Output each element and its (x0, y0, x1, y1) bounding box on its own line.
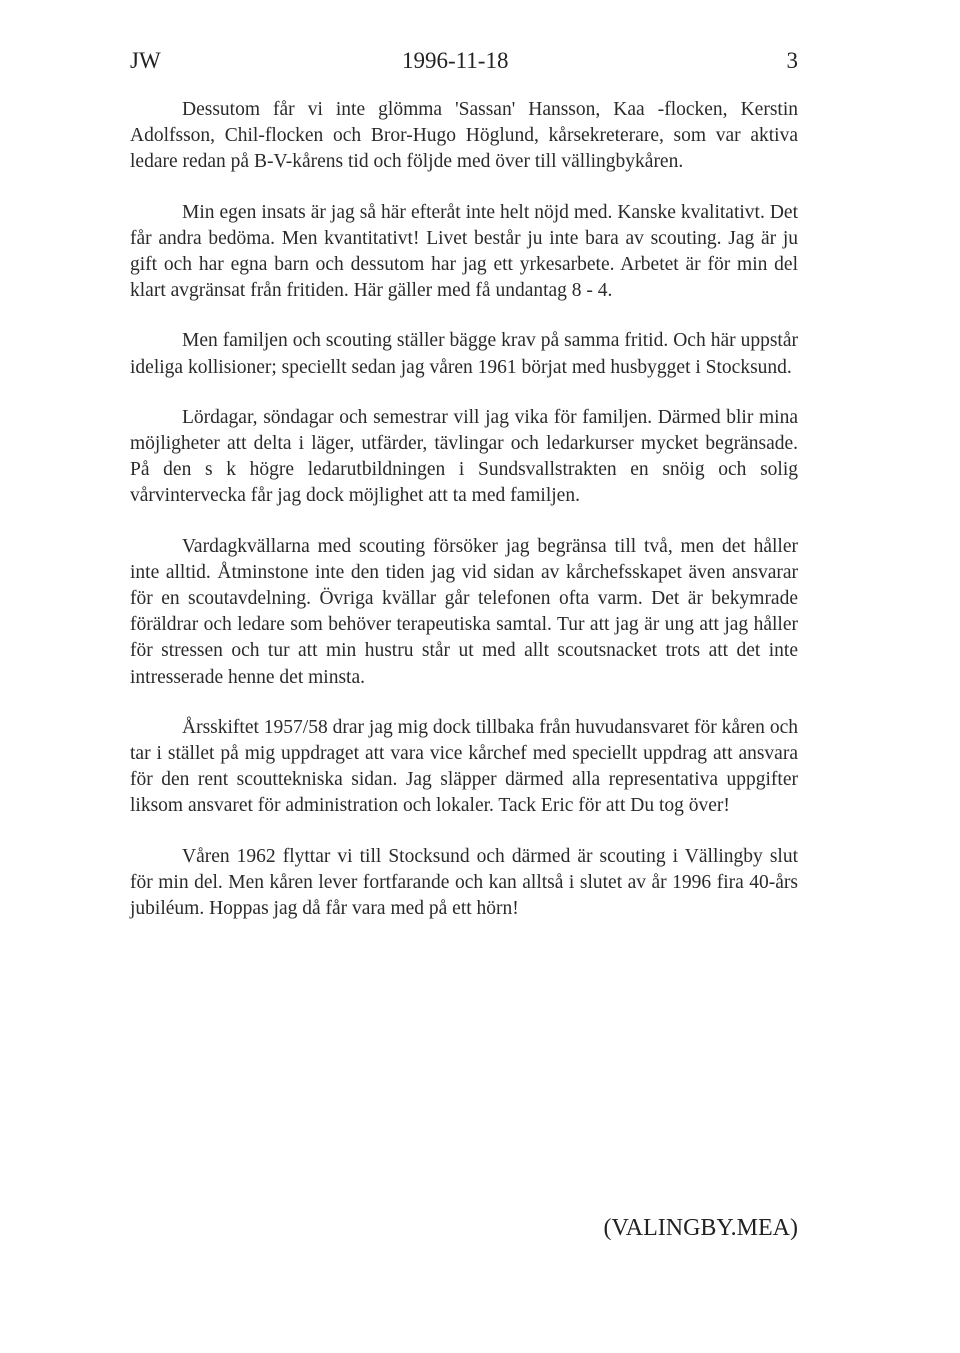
document-body (130, 97, 798, 946)
paragraph: Vardagkvällarna med scouting försöker jag begränsa till två, men det håller inte alltid. Åtminstone inte den tiden jag vid sidan av kårchefsskapet även ansvarar för en scoutavdelning. Övriga kvällar går telefonen ofta varm. Det är bekymrade föräldrar och ledare som behöver terapeutiska samtal. Tur att jag är ung att jag håller för stressen och tur att min hustru står ut med allt scoutsnacket trots att det inte intresserade henne det minsta. (130, 535, 798, 688)
paragraph: Lördagar, söndagar och semestrar vill jag vika för familjen. Därmed blir mina möjligheter att delta i läger, utfärder, tävlingar och ledarkurser mycket begränsade. På den s k högre ledarutbildningen i Sundsvallstrakten en snöig och solig vårvintervecka får jag dock möjlighet att ta med familjen. (130, 406, 798, 507)
page-number: 3 (786, 48, 798, 73)
paragraph: Våren 1962 flyttar vi till Stocksund och därmed är scouting i Vällingby slut för min del. Men kåren lever fortfarande och kan alltså i slutet av år 1996 fira 40-års jubiléum. Hoppas jag då får vara med på ett hörn! (130, 845, 798, 920)
page-header (130, 48, 798, 82)
header-date: 1996-11-18 (402, 48, 509, 73)
paragraph: Min egen insats är jag så här efteråt inte helt nöjd med. Kanske kvalitativt. Det får andra bedöma. Men kvantitativt! Livet består ju inte bara av scouting. Jag är ju gift och har egna barn och dessutom har jag ett yrkesarbete. Arbetet är för min del klart avgränsat från fritiden. Här gäller med få undantag 8 - 4. (130, 201, 798, 302)
paragraph: Dessutom får vi inte glömma 'Sassan' Hansson, Kaa -flocken, Kerstin Adolfsson, Chil-flocken och Bror-Hugo Höglund, kårsekreterare, som var aktiva ledare redan på B-V-kårens tid och följde med över till vällingbykåren. (130, 99, 798, 173)
file-reference: (VALINGBY.MEA) (603, 1215, 798, 1241)
paragraph: Årsskiftet 1957/58 drar jag mig dock tillbaka från huvudansvaret för kåren och tar i stället på mig uppdraget att vara vice kårchef med speciellt uppdrag att ansvara för den rent scouttekniska sidan. Jag släpper därmed alla representativa uppgifter liksom ansvaret för administration och lokaler. Tack Eric för att Du tog över! (130, 716, 798, 817)
author-initials: JW (130, 48, 161, 73)
paragraph: Men familjen och scouting ställer bägge krav på samma fritid. Och här uppstår ideliga kollisioner; speciellt sedan jag våren 1961 börjat med husbygget i Stocksund. (130, 330, 798, 378)
